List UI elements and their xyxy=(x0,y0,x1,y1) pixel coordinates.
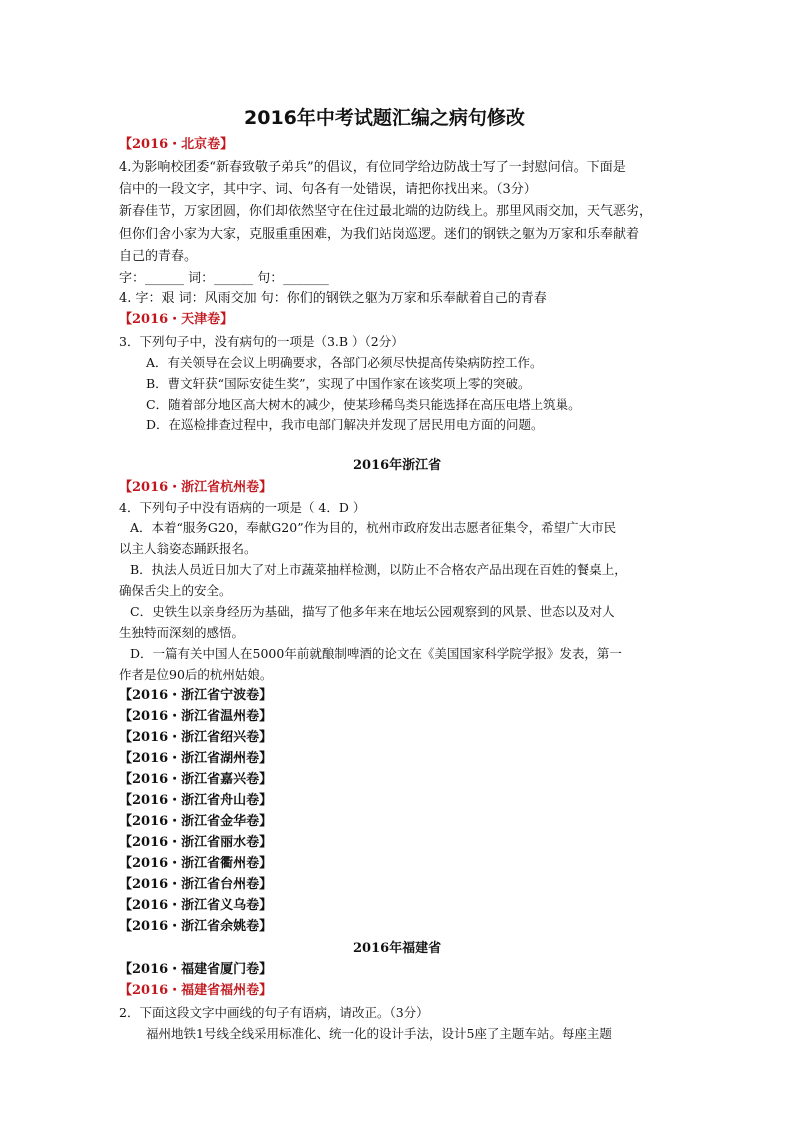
heading-zhejiang: 2016年浙江省 xyxy=(353,458,442,473)
hangzhou-option-d-line-2: 作者是位90后的杭州姑娘。 xyxy=(119,667,273,682)
page-title: 2016年中考试题汇编之病句修改 xyxy=(244,107,525,129)
tianjin-option-d: D．在巡检排查过程中，我市电部门解决并发现了居民用电方面的问题。 xyxy=(146,417,544,432)
section-tag-zhoushan: 【2016・浙江省舟山卷】 xyxy=(119,793,273,808)
beijing-answer: 4. 字：艰 词：风雨交加 句：你们的钢铁之躯为万家和乐奉献着自己的青春 xyxy=(119,291,547,306)
section-tag-wenzhou: 【2016・浙江省温州卷】 xyxy=(119,709,273,724)
hangzhou-question: 4．下列句子中没有语病的一项是（ 4．D ） xyxy=(119,500,366,515)
hangzhou-option-a-line-2: 以主人翁姿态踊跃报名。 xyxy=(119,541,257,556)
section-tag-ningbo: 【2016・浙江省宁波卷】 xyxy=(119,688,273,703)
section-tag-jinhua: 【2016・浙江省金华卷】 xyxy=(119,814,273,829)
hangzhou-option-c-line-2: 生独特而深刻的感悟。 xyxy=(119,625,245,640)
hangzhou-option-b-line-1: B．执法人员近日加大了对上市蔬菜抽样检测，以防止不合格农产品出现在百姓的餐桌上， xyxy=(130,562,627,577)
section-tag-lishui: 【2016・浙江省丽水卷】 xyxy=(119,835,273,850)
beijing-question-line-1: 4.为影响校团委“新春致敬子弟兵”的倡议，有位同学给边防战士写了一封慰问信。下面是 xyxy=(119,160,626,175)
section-tag-huzhou: 【2016・浙江省湖州卷】 xyxy=(119,751,273,766)
section-tag-fuzhou: 【2016・福建省福州卷】 xyxy=(119,983,273,998)
section-tag-quzhou: 【2016・浙江省衢州卷】 xyxy=(119,856,273,871)
section-tag-tianjin: 【2016・天津卷】 xyxy=(119,312,234,327)
tianjin-option-c: C．随着部分地区高大树木的减少，使某珍稀鸟类只能选择在高压电塔上筑巢。 xyxy=(146,397,581,412)
fuzhou-question: 2．下面这段文字中画线的句子有语病，请改正。（3分） xyxy=(119,1005,429,1020)
hangzhou-option-d-line-1: D．一篇有关中国人在5000年前就酿制啤酒的论文在《美国国家科学院学报》发表，第一 xyxy=(130,646,622,661)
section-tag-yiwu: 【2016・浙江省义乌卷】 xyxy=(119,898,273,913)
beijing-question-line-2: 信中的一段文字，其中字、词、句各有一处错误，请把你找出来。（3分） xyxy=(119,182,537,197)
section-tag-yuyao: 【2016・浙江省余姚卷】 xyxy=(119,919,273,934)
beijing-passage-line-3: 自己的青春。 xyxy=(119,249,198,264)
hangzhou-option-a-line-1: A．本着“服务G20，奉献G20”作为目的，杭州市政府发出志愿者征集令，希望广大市民 xyxy=(130,520,617,535)
section-tag-taizhou: 【2016・浙江省台州卷】 xyxy=(119,877,273,892)
section-tag-xiamen: 【2016・福建省厦门卷】 xyxy=(119,962,273,977)
section-tag-beijing: 【2016・北京卷】 xyxy=(119,137,234,152)
beijing-answer-blanks: 字：______ 词：______ 句：_______ xyxy=(119,271,329,286)
tianjin-option-b: B．曹文轩获“国际安徒生奖”，实现了中国作家在该奖项上零的突破。 xyxy=(146,376,531,391)
section-tag-shaoxing: 【2016・浙江省绍兴卷】 xyxy=(119,730,273,745)
fuzhou-passage: 福州地铁1号线全线采用标准化、统一化的设计手法，设计5座了主题车站。每座主题 xyxy=(146,1026,612,1041)
beijing-passage-line-1: 新春佳节，万家团圆，你们却依然坚守在住过最北端的边防线上。那里风雨交加，天气恶劣， xyxy=(119,204,653,219)
tianjin-question: 3．下列句子中，没有病句的一项是（3.B ）（2分） xyxy=(119,334,404,349)
section-tag-jiaxing: 【2016・浙江省嘉兴卷】 xyxy=(119,772,273,787)
section-tag-hangzhou: 【2016・浙江省杭州卷】 xyxy=(119,480,273,495)
tianjin-option-a: A．有关领导在会议上明确要求，各部门必须尽快提高传染病防控工作。 xyxy=(146,355,543,370)
hangzhou-option-c-line-1: C．史铁生以亲身经历为基础，描写了他多年来在地坛公园观察到的风景、世态以及对人 xyxy=(130,604,615,619)
heading-fujian: 2016年福建省 xyxy=(353,941,442,956)
hangzhou-option-b-line-2: 确保舌尖上的安全。 xyxy=(119,583,232,598)
beijing-passage-line-2: 但你们舍小家为大家，克服重重困难，为我们站岗巡逻。迷们的钢铁之躯为万家和乐奉献着 xyxy=(119,227,640,242)
